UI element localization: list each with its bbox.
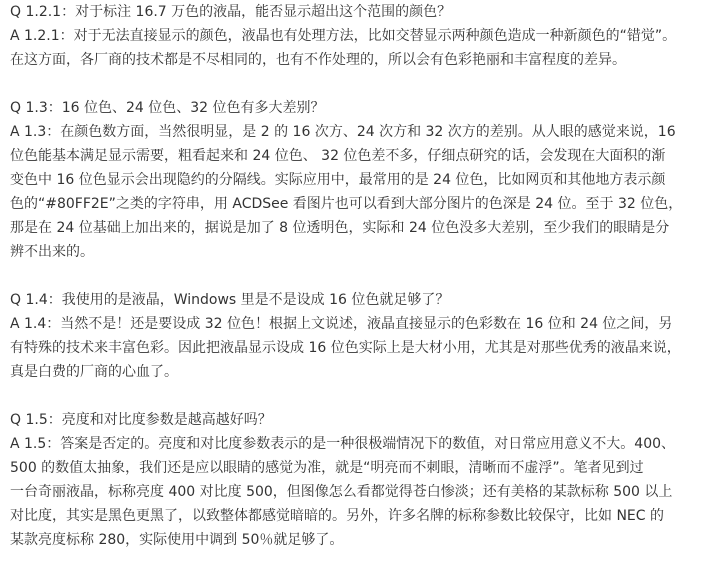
answer-1-2-1-line-1: A 1.2.1：对于无法直接显示的颜色，液晶也有处理方法，比如交替显示两种颜色造成一种新颜色的“错觉”。 [10,28,677,44]
answer-1-5-line-3: 一台奇丽液晶，标称亮度 400 对比度 500，但图像怎么看都觉得苍白惨淡；还有美格的某款标称 500 以上 [10,484,673,500]
answer-1-3-line-2: 位色能基本满足显示需要，粗看起来和 24 位色、 32 位色差不多，仔细点研究的话，会发现在大面积的渐 [10,148,666,164]
answer-1-3-line-5: 那是在 24 位基础上加出来的，据说是加了 8 位透明色，实际和 24 位色没多大差别，至少我们的眼睛是分 [10,220,670,236]
answer-1-3-line-3: 变色中 16 位色显示会出现隐约的分隔线。实际应用中，最常用的是 24 位色，比如网页和其他地方表示颜 [10,172,666,188]
question-1-4: Q 1.4：我使用的是液晶，Windows 里是不是设成 16 位色就足够了？ [10,292,450,308]
answer-1-5-line-2: 500 的数值太抽象，我们还是应以眼睛的感觉为准，就是“明亮而不刺眼，清晰而不虚浮”。笔者见到过 [10,460,644,476]
answer-1-3-line-1: A 1.3：在颜色数方面，当然很明显，是 2 的 16 次方、24 次方和 32 次方的差别。从人眼的感觉来说，16 [10,124,676,140]
paragraph-gap [10,264,700,288]
answer-1-3-line-4: 色的“#80FF2E”之类的字符串，用 ACDSee 看图片也可以看到大部分图片的色深是 24 位。至于 32 位色， [10,196,683,212]
question-1-2-1: Q 1.2.1：对于标注 16.7 万色的液晶，能否显示超出这个范围的颜色？ [10,4,452,20]
answer-1-4-line-3: 真是白费的厂商的心血了。 [10,364,178,380]
paragraph-gap [10,72,700,96]
answer-1-2-1-line-2: 在这方面，各厂商的技术都是不尽相同的，也有不作处理的，所以会有色彩艳丽和丰富程度的差异。 [10,52,626,68]
answer-1-3-line-6: 辨不出来的。 [10,244,94,260]
answer-1-4-line-2: 有特殊的技术来丰富色彩。因此把液晶显示设成 16 位色实际上是大材小用，尤其是对那些优秀的液晶来说， [10,340,681,356]
question-1-3: Q 1.3：16 位色、24 位色、32 位色有多大差别？ [10,100,325,116]
answer-1-5-line-5: 某款亮度标称 280，实际使用中调到 50％就足够了。 [10,532,344,548]
paragraph-gap [10,384,700,408]
question-1-5: Q 1.5：亮度和对比度参数是越高越好吗？ [10,412,272,428]
answer-1-4-line-1: A 1.4：当然不是！还是要设成 32 位色！根据上文说述，液晶直接显示的色彩数在 16 位和 24 位之间，另 [10,316,673,332]
faq-article [10,0,700,552]
answer-1-5-line-4: 对比度，其实是黑色更黑了，以致整体都感觉暗暗的。另外，许多名牌的标称参数比较保守，比如 NEC 的 [10,508,664,524]
answer-1-5-line-1: A 1.5：答案是否定的。亮度和对比度参数表示的是一种很极端情况下的数值，对日常应用意义不大。400、 [10,436,676,452]
